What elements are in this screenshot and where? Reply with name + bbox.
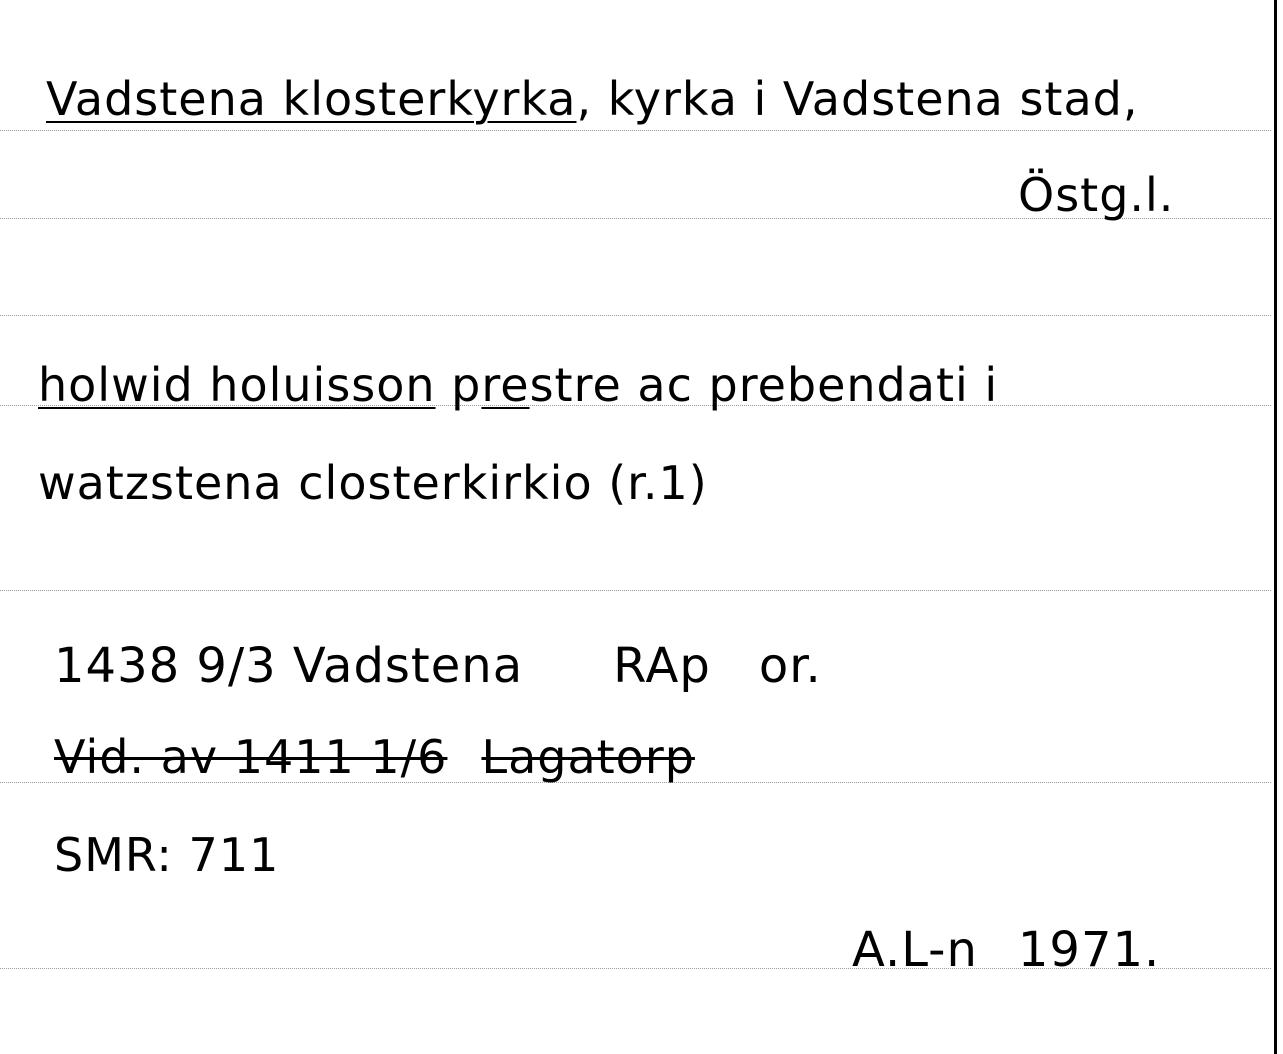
ruling-line [0, 315, 1271, 316]
heading-rest: , kyrka i Vadstena stad, [576, 72, 1139, 126]
source-note: or. [758, 638, 822, 694]
region-label: Östg.l. [1018, 168, 1175, 222]
smr-reference: SMR: 711 [54, 828, 280, 882]
card-right-edge [1274, 0, 1277, 1054]
ruling-line [0, 130, 1271, 131]
quote-part: son [351, 358, 436, 412]
source-date: 1438 9/3 Vadstena [54, 638, 524, 694]
heading-place: Vadstena klosterkyrka [46, 72, 577, 126]
signature-line [852, 922, 1160, 978]
struck-reference [54, 730, 695, 784]
struck-place: Lagatorp [481, 730, 695, 784]
quote-line-2: watzstena closterkirkio (r.1) [38, 456, 708, 510]
source-archive: RAp [613, 638, 711, 694]
source-line [54, 638, 822, 694]
quote-part: holwid holuis [38, 358, 352, 412]
quote-line-1 [38, 358, 998, 412]
quote-part: p [435, 358, 482, 412]
author-initials: A.L-n [852, 922, 978, 978]
card-heading [46, 72, 1138, 126]
quote-part: stre ac prebendati i [529, 358, 999, 412]
ruling-line [0, 590, 1271, 591]
card-year: 1971. [1017, 922, 1161, 978]
struck-ref: Vid. av 1411 1/6 [54, 730, 448, 784]
quote-part: re [481, 358, 530, 412]
